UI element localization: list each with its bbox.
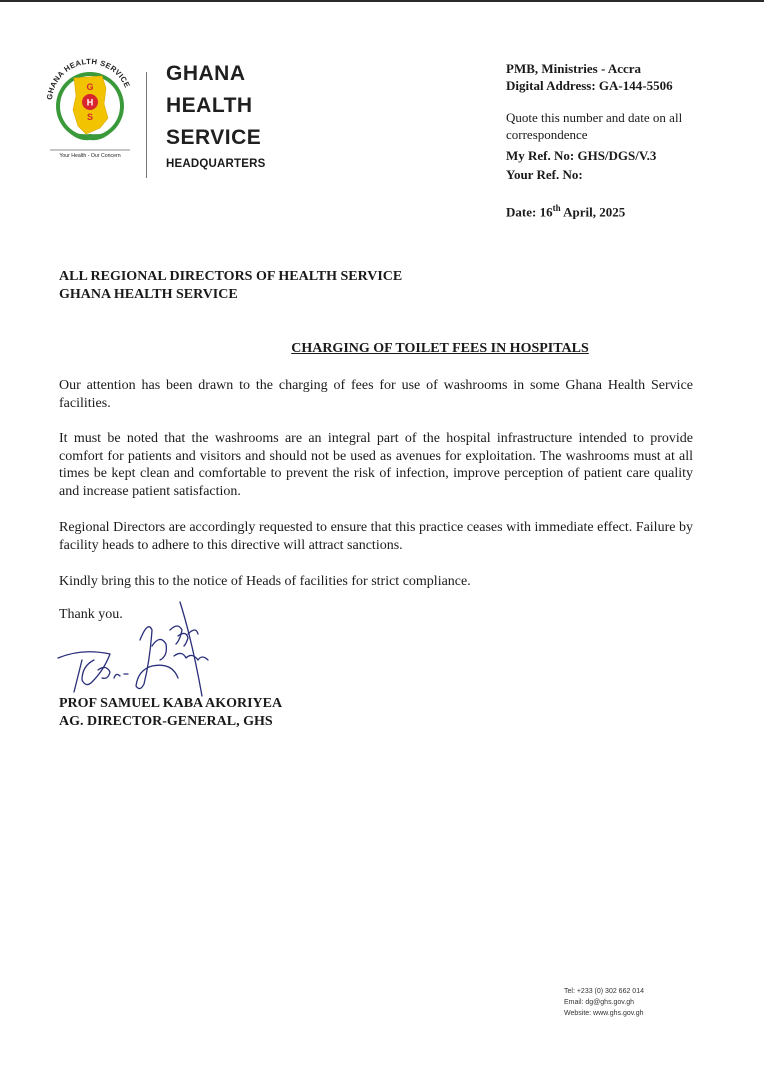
digital-address: Digital Address: GA-144-5506	[506, 78, 673, 93]
recipient-block	[59, 268, 402, 304]
subject-heading	[0, 341, 764, 357]
quote-note: Quote this number and date on all correspondence	[506, 110, 683, 142]
org-subtitle: HEADQUARTERS	[166, 158, 266, 170]
date-prefix: Date: 16	[506, 204, 553, 220]
ghs-logo	[40, 44, 140, 166]
my-ref: My Ref. No: GHS/DGS/V.3	[506, 148, 657, 163]
logo-letter-g: G	[86, 82, 94, 92]
body-paragraph-4: Kindly bring this to the notice of Heads of facilities for strict compliance.	[59, 574, 471, 589]
your-ref: Your Ref. No:	[506, 167, 583, 182]
contact-footer	[564, 986, 644, 1019]
letter-date	[506, 203, 625, 220]
recipient-line-1: ALL REGIONAL DIRECTORS OF HEALTH SERVICE	[59, 269, 403, 284]
organization-name	[166, 58, 266, 170]
logo-ring-text: GHANA HEALTH SERVICE	[44, 56, 132, 101]
body-paragraph-1: Our attention has been drawn to the charging of fees for use of washrooms in some Ghana Health Service facilities.	[59, 378, 693, 411]
body-paragraph-2: It must be noted that the washrooms are an integral part of the hospital infrastructure intended to provide comfort for patients and visitors and should not be used as avenues for exploitation. The washrooms must at all times be kept clean and comfortable to prevent the risk of infection, improve perception of patient care quality and increase patient satisfaction.	[59, 431, 693, 499]
reference-block	[506, 146, 656, 184]
top-border-line	[0, 0, 764, 2]
logo-letter-h: H	[86, 97, 94, 108]
signatory-block	[59, 695, 282, 731]
contact-email: Email: dg@ghs.gov.gh	[564, 999, 635, 1006]
signatory-title: AG. DIRECTOR-GENERAL, GHS	[59, 714, 273, 729]
header-divider	[146, 72, 147, 178]
date-rest: April, 2025	[560, 204, 626, 220]
handwritten-signature	[52, 600, 222, 704]
contact-website: Website: www.ghs.gov.gh	[564, 1010, 644, 1017]
org-line-1: GHANA	[166, 62, 246, 85]
recipient-line-2: GHANA HEALTH SERVICE	[59, 287, 238, 302]
logo-letter-s: S	[86, 112, 94, 122]
org-line-3: SERVICE	[166, 126, 262, 149]
closing-text: Thank you.	[59, 607, 123, 622]
contact-tel: Tel: +233 (0) 302 662 014	[564, 988, 644, 995]
body-paragraph-3: Regional Directors are accordingly requested to ensure that this practice ceases with immediate effect. Failure by facility heads to adhere to this directive will attract sanctions.	[59, 520, 693, 553]
address-block	[506, 60, 673, 94]
org-line-2: HEALTH	[166, 94, 253, 117]
subject-text: CHARGING OF TOILET FEES IN HOSPITALS	[291, 341, 589, 356]
date-suffix: th	[552, 203, 561, 213]
signatory-name: PROF SAMUEL KABA AKORIYEA	[59, 696, 283, 711]
address-line-1: PMB, Ministries - Accra	[506, 61, 642, 76]
logo-motto: Your Health - Our Concern	[59, 153, 121, 159]
